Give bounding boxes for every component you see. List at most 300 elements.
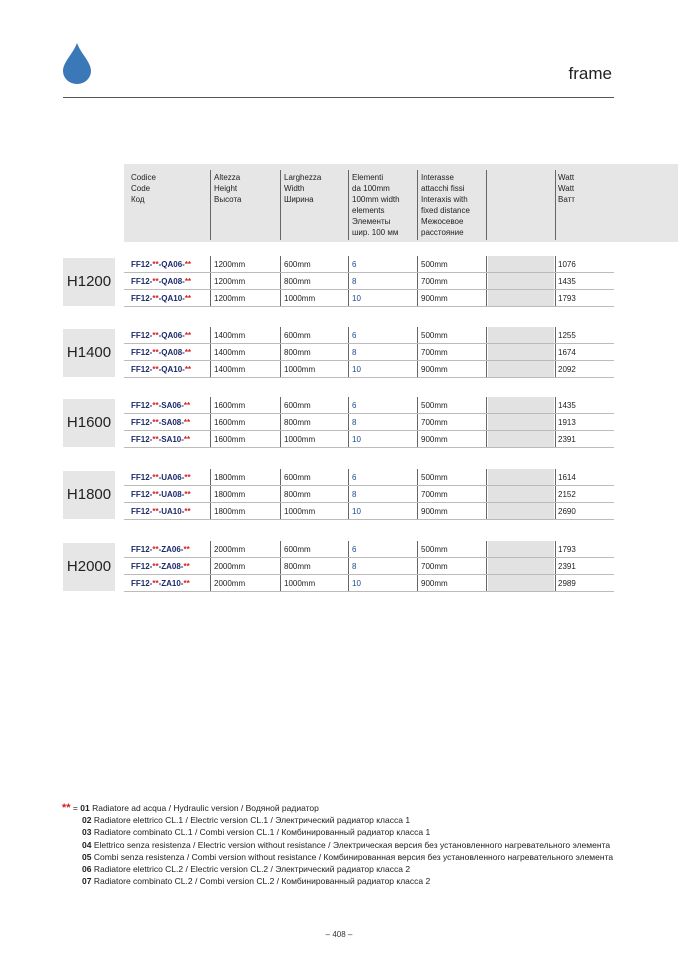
code-model: -SA08-	[158, 418, 184, 427]
cell-interaxis: 900mm	[421, 507, 448, 516]
row-divider	[280, 431, 281, 448]
code-model: -QA10-	[158, 294, 185, 303]
col-header-line: Элементы	[352, 217, 391, 226]
col-divider	[486, 170, 487, 240]
code-wildcard: **	[184, 277, 192, 286]
cell-interaxis: 700mm	[421, 277, 448, 286]
row-divider	[280, 361, 281, 378]
code-wildcard: **	[152, 277, 159, 286]
row-divider	[210, 558, 211, 575]
cell-width: 1000mm	[284, 294, 316, 303]
cell-height: 1400mm	[214, 365, 246, 374]
page-number: – 408 –	[325, 930, 353, 939]
col-header-line: Код	[131, 195, 145, 204]
gray-cell	[488, 256, 554, 272]
col-header-width	[284, 172, 321, 205]
table-row	[124, 344, 614, 361]
row-divider	[210, 486, 211, 503]
row-divider	[280, 397, 281, 414]
row-divider	[280, 541, 281, 558]
code-model: -UA10-	[158, 507, 185, 516]
cell-height: 1800mm	[214, 473, 246, 482]
legend-text: Elettrico senza resistenza / Electric version without resistance / Электрическая версия без установленного нагревательного элемента	[93, 839, 611, 850]
cell-interaxis: 500mm	[421, 545, 448, 554]
legend-num: 05	[82, 851, 94, 862]
code-wildcard: **	[152, 348, 159, 357]
col-header-watt	[558, 172, 575, 205]
row-divider	[417, 414, 418, 431]
row-divider	[555, 256, 556, 273]
legend-text: Radiatore elettrico CL.1 / Electric version CL.1 / Электрический радиатор класса 1	[93, 815, 411, 826]
cell-watt: 2391	[558, 435, 576, 444]
cell-height: 2000mm	[214, 579, 246, 588]
row-divider	[555, 344, 556, 361]
height-group-label: H1200	[63, 258, 115, 306]
gray-cell	[488, 431, 554, 447]
cell-watt: 1913	[558, 418, 576, 427]
code-wildcard: **	[152, 294, 159, 303]
gray-cell	[488, 290, 554, 306]
row-separator	[124, 519, 614, 520]
height-group-label: H1600	[63, 399, 115, 447]
code-wildcard: **	[152, 579, 159, 588]
code-wildcard: **	[184, 490, 191, 499]
code-model: -QA10-	[158, 365, 185, 374]
row-divider	[417, 273, 418, 290]
col-divider	[417, 170, 418, 240]
legend-text: Radiatore elettrico CL.2 / Electric version CL.2 / Электрический радиатор класса 2	[93, 864, 411, 875]
cell-elements: 6	[352, 545, 357, 554]
cell-width: 600mm	[284, 473, 311, 482]
cell-height: 1200mm	[214, 277, 246, 286]
gray-cell	[488, 273, 554, 289]
row-divider	[555, 273, 556, 290]
row-divider	[280, 290, 281, 307]
row-divider	[555, 361, 556, 378]
legend-text: Radiatore combinato CL.2 / Combi version CL.2 / Комбинированный радиатор класса 2	[93, 876, 431, 887]
col-header-line: Ватт	[558, 195, 575, 204]
legend-num: 06	[82, 864, 94, 875]
legend	[62, 802, 613, 887]
cell-interaxis: 900mm	[421, 365, 448, 374]
gray-cell	[488, 414, 554, 430]
brand-title: frame	[568, 64, 612, 83]
row-divider	[210, 414, 211, 431]
col-header-line: da 100mm	[352, 184, 390, 193]
product-code	[131, 579, 190, 588]
row-divider	[555, 327, 556, 344]
row-divider	[417, 486, 418, 503]
row-divider	[555, 558, 556, 575]
row-divider	[210, 397, 211, 414]
col-header-height	[214, 172, 241, 205]
code-wildcard: **	[184, 473, 191, 482]
table-row	[124, 431, 614, 448]
row-divider	[486, 431, 487, 448]
row-divider	[348, 361, 349, 378]
legend-item	[62, 802, 613, 814]
code-prefix: FF12-	[131, 401, 153, 410]
cell-width: 800mm	[284, 418, 311, 427]
cell-interaxis: 500mm	[421, 331, 448, 340]
row-divider	[486, 273, 487, 290]
cell-watt: 1614	[558, 473, 576, 482]
code-prefix: FF12-	[131, 435, 153, 444]
cell-height: 1600mm	[214, 401, 246, 410]
row-divider	[486, 290, 487, 307]
cell-width: 600mm	[284, 545, 311, 554]
row-divider	[555, 541, 556, 558]
row-divider	[210, 503, 211, 520]
code-wildcard: **	[183, 401, 191, 410]
height-group-label: H1400	[63, 329, 115, 377]
header-rule	[63, 97, 614, 98]
row-divider	[348, 290, 349, 307]
col-header-line: attacchi fissi	[421, 184, 465, 193]
row-divider	[348, 256, 349, 273]
cell-elements: 8	[352, 277, 357, 286]
row-divider	[210, 361, 211, 378]
row-divider	[555, 397, 556, 414]
legend-num: 03	[82, 827, 94, 838]
code-prefix: FF12-	[131, 473, 153, 482]
gray-cell	[488, 486, 554, 502]
gray-cell	[488, 469, 554, 485]
product-code	[131, 294, 191, 303]
cell-height: 2000mm	[214, 562, 246, 571]
row-divider	[417, 431, 418, 448]
product-code	[131, 365, 191, 374]
row-divider	[417, 503, 418, 520]
code-model: -QA08-	[158, 277, 185, 286]
table-row	[124, 486, 614, 503]
code-prefix: FF12-	[131, 579, 153, 588]
table-header	[124, 164, 678, 242]
row-divider	[280, 575, 281, 592]
row-divider	[348, 541, 349, 558]
product-code	[131, 507, 191, 516]
row-separator	[124, 306, 614, 307]
water-drop-icon	[62, 42, 92, 84]
row-divider	[348, 397, 349, 414]
product-code	[131, 435, 190, 444]
row-divider	[210, 469, 211, 486]
table-row	[124, 541, 614, 558]
product-code	[131, 348, 191, 357]
code-model: -QA06-	[158, 260, 185, 269]
table-row	[124, 273, 614, 290]
cell-width: 800mm	[284, 348, 311, 357]
cell-width: 600mm	[284, 401, 311, 410]
row-divider	[486, 558, 487, 575]
row-divider	[417, 541, 418, 558]
legend-text: Combi senza resistenza / Combi version without resistance / Комбинированная версия без установленного нагревательного элемента	[93, 851, 614, 862]
col-header-line: elements	[352, 206, 385, 215]
col-header-line: Ширина	[284, 195, 314, 204]
legend-item	[62, 826, 613, 838]
legend-item	[62, 851, 613, 863]
code-prefix: FF12-	[131, 507, 153, 516]
code-model: -ZA06-	[158, 545, 184, 554]
row-divider	[486, 397, 487, 414]
code-prefix: FF12-	[131, 331, 153, 340]
cell-watt: 1793	[558, 545, 576, 554]
cell-interaxis: 500mm	[421, 401, 448, 410]
cell-interaxis: 700mm	[421, 490, 448, 499]
cell-height: 1400mm	[214, 348, 246, 357]
cell-watt: 2690	[558, 507, 576, 516]
cell-interaxis: 500mm	[421, 260, 448, 269]
code-wildcard: **	[152, 418, 159, 427]
cell-watt: 1435	[558, 401, 576, 410]
gray-cell	[488, 503, 554, 519]
row-divider	[555, 290, 556, 307]
row-divider	[417, 290, 418, 307]
cell-interaxis: 500mm	[421, 473, 448, 482]
code-model: -SA10-	[158, 435, 184, 444]
cell-elements: 8	[352, 562, 357, 571]
gray-cell	[488, 397, 554, 413]
code-wildcard: **	[184, 507, 191, 516]
code-prefix: FF12-	[131, 365, 153, 374]
table-row	[124, 327, 614, 344]
col-divider	[280, 170, 281, 240]
legend-item	[62, 863, 613, 875]
cell-height: 1200mm	[214, 260, 246, 269]
row-divider	[210, 431, 211, 448]
col-header-interaxis	[421, 172, 470, 238]
cell-height: 1800mm	[214, 507, 246, 516]
product-code	[131, 545, 190, 554]
col-header-line: расстояние	[421, 228, 464, 237]
col-divider	[210, 170, 211, 240]
code-prefix: FF12-	[131, 490, 153, 499]
row-divider	[348, 503, 349, 520]
code-wildcard: **	[152, 435, 159, 444]
code-prefix: FF12-	[131, 562, 153, 571]
code-wildcard: **	[152, 260, 159, 269]
height-group-label: H1800	[63, 471, 115, 519]
row-divider	[486, 361, 487, 378]
col-divider	[555, 170, 556, 240]
row-divider	[417, 575, 418, 592]
legend-num: 01	[80, 803, 93, 813]
code-wildcard: **	[152, 473, 159, 482]
col-header-line: fixed distance	[421, 206, 470, 215]
row-divider	[348, 344, 349, 361]
row-divider	[348, 414, 349, 431]
row-divider	[555, 503, 556, 520]
cell-height: 1400mm	[214, 331, 246, 340]
col-header-line: Width	[284, 184, 305, 193]
product-code	[131, 562, 190, 571]
cell-elements: 8	[352, 490, 357, 499]
code-wildcard: **	[184, 331, 192, 340]
code-model: -UA06-	[158, 473, 185, 482]
row-divider	[348, 273, 349, 290]
code-model: -QA06-	[158, 331, 185, 340]
col-header-line: Interasse	[421, 173, 454, 182]
cell-width: 1000mm	[284, 435, 316, 444]
cell-width: 600mm	[284, 331, 311, 340]
code-wildcard: **	[152, 562, 159, 571]
col-header-line: шир. 100 мм	[352, 228, 399, 237]
cell-watt: 1674	[558, 348, 576, 357]
cell-watt: 1435	[558, 277, 576, 286]
table-row	[124, 469, 614, 486]
gray-cell	[488, 361, 554, 377]
row-divider	[280, 558, 281, 575]
table-row	[124, 256, 614, 273]
row-divider	[417, 558, 418, 575]
cell-height: 1600mm	[214, 435, 246, 444]
product-code	[131, 490, 191, 499]
cell-elements: 10	[352, 507, 361, 516]
gray-cell	[488, 558, 554, 574]
code-wildcard: **	[152, 545, 159, 554]
table-row	[124, 575, 614, 592]
col-header-line: Watt	[558, 173, 575, 182]
row-divider	[348, 431, 349, 448]
col-divider	[348, 170, 349, 240]
cell-watt: 2152	[558, 490, 576, 499]
code-wildcard: **	[183, 562, 190, 571]
table-row	[124, 290, 614, 307]
row-divider	[210, 290, 211, 307]
cell-elements: 10	[352, 579, 361, 588]
cell-elements: 6	[352, 260, 357, 269]
cell-watt: 1076	[558, 260, 576, 269]
code-wildcard: **	[183, 579, 190, 588]
height-group-label: H2000	[63, 543, 115, 591]
table-row	[124, 503, 614, 520]
legend-asterisks: **	[62, 802, 71, 814]
row-divider	[280, 486, 281, 503]
code-prefix: FF12-	[131, 418, 153, 427]
gray-cell	[488, 541, 554, 557]
cell-elements: 8	[352, 418, 357, 427]
cell-watt: 1793	[558, 294, 576, 303]
row-divider	[210, 256, 211, 273]
row-divider	[486, 256, 487, 273]
product-code	[131, 260, 191, 269]
legend-num: 04	[82, 839, 94, 850]
legend-item	[62, 839, 613, 851]
row-divider	[486, 469, 487, 486]
code-wildcard: **	[184, 260, 192, 269]
row-divider	[210, 273, 211, 290]
row-divider	[555, 469, 556, 486]
cell-width: 800mm	[284, 277, 311, 286]
cell-width: 1000mm	[284, 579, 316, 588]
cell-width: 800mm	[284, 562, 311, 571]
legend-num: 07	[82, 876, 94, 887]
row-divider	[555, 486, 556, 503]
row-divider	[348, 327, 349, 344]
col-header-line: Высота	[214, 195, 242, 204]
table-row	[124, 414, 614, 431]
gray-cell	[488, 575, 554, 591]
code-prefix: FF12-	[131, 294, 153, 303]
cell-interaxis: 900mm	[421, 579, 448, 588]
row-separator	[124, 447, 614, 448]
legend-text: Radiatore combinato CL.1 / Combi version CL.1 / Комбинированный радиатор класса 1	[93, 827, 431, 838]
gray-cell	[488, 327, 554, 343]
col-header-line: Altezza	[214, 173, 241, 182]
row-divider	[486, 503, 487, 520]
row-separator	[124, 591, 614, 592]
row-divider	[348, 575, 349, 592]
legend-num: 02	[82, 815, 94, 826]
row-divider	[280, 503, 281, 520]
code-wildcard: **	[152, 331, 159, 340]
cell-elements: 10	[352, 294, 361, 303]
col-header-line: 100mm width	[352, 195, 400, 204]
row-divider	[417, 344, 418, 361]
legend-equals: =	[70, 803, 81, 813]
row-divider	[555, 414, 556, 431]
table-row	[124, 397, 614, 414]
row-divider	[486, 327, 487, 344]
row-divider	[555, 575, 556, 592]
row-divider	[280, 344, 281, 361]
code-model: -QA08-	[158, 348, 185, 357]
code-wildcard: **	[183, 435, 191, 444]
cell-elements: 10	[352, 365, 361, 374]
cell-interaxis: 900mm	[421, 294, 448, 303]
col-header-line: Larghezza	[284, 173, 322, 182]
row-divider	[417, 361, 418, 378]
cell-elements: 8	[352, 348, 357, 357]
row-divider	[486, 575, 487, 592]
row-divider	[486, 486, 487, 503]
product-code	[131, 418, 190, 427]
row-separator	[124, 377, 614, 378]
cell-width: 800mm	[284, 490, 311, 499]
row-divider	[280, 256, 281, 273]
code-wildcard: **	[184, 294, 192, 303]
row-divider	[417, 397, 418, 414]
code-model: -ZA08-	[158, 562, 184, 571]
code-model: -SA06-	[158, 401, 184, 410]
row-divider	[210, 327, 211, 344]
cell-interaxis: 700mm	[421, 418, 448, 427]
row-divider	[486, 344, 487, 361]
col-header-line: Codice	[131, 173, 156, 182]
row-divider	[417, 256, 418, 273]
row-divider	[280, 414, 281, 431]
cell-height: 2000mm	[214, 545, 246, 554]
product-code	[131, 277, 191, 286]
row-divider	[555, 431, 556, 448]
cell-elements: 6	[352, 331, 357, 340]
col-header-elements	[352, 172, 400, 238]
cell-elements: 10	[352, 435, 361, 444]
cell-watt: 2391	[558, 562, 576, 571]
product-code	[131, 401, 190, 410]
row-divider	[417, 327, 418, 344]
row-divider	[280, 327, 281, 344]
product-code	[131, 473, 191, 482]
cell-height: 1200mm	[214, 294, 246, 303]
cell-elements: 6	[352, 401, 357, 410]
col-header-line: Code	[131, 184, 151, 193]
code-prefix: FF12-	[131, 260, 153, 269]
gray-cell	[488, 344, 554, 360]
table-row	[124, 361, 614, 378]
code-wildcard: **	[183, 545, 190, 554]
col-header-line: Elementi	[352, 173, 384, 182]
